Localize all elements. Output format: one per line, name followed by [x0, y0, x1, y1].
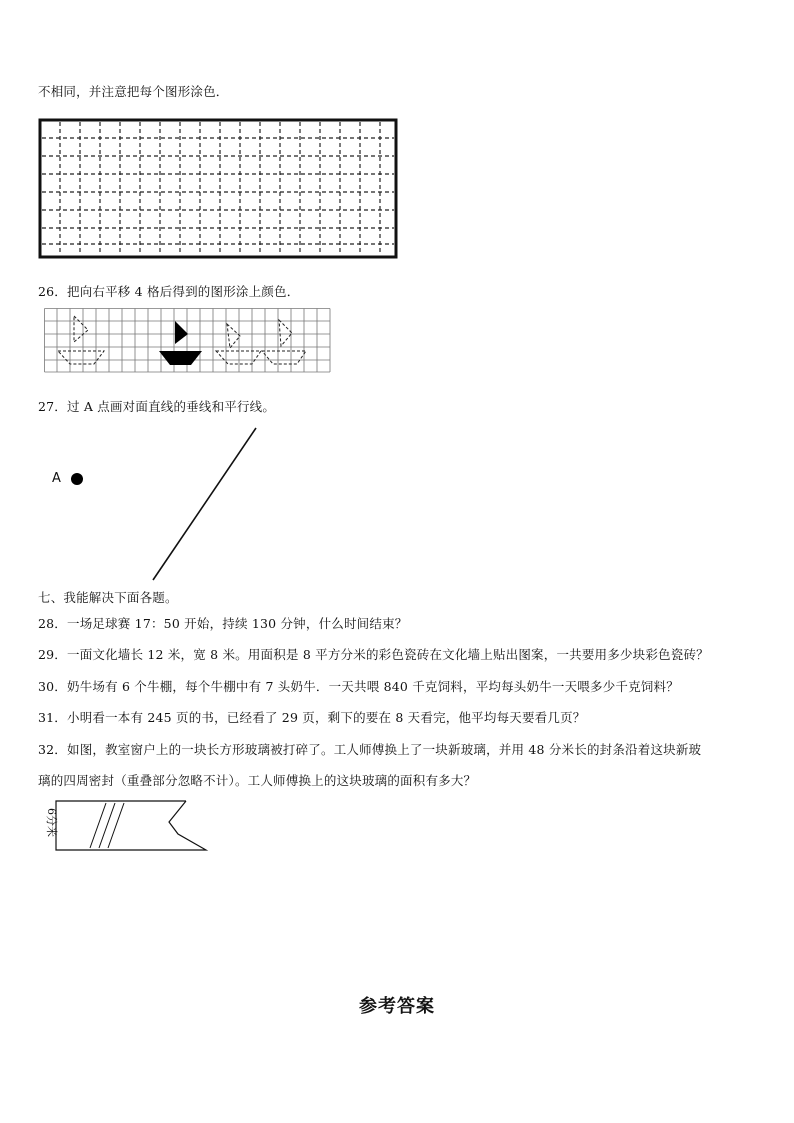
- question-30: 30．奶牛场有 6 个牛棚，每个牛棚中有 7 头奶牛．一天共喂 840 千克饲料，平均每头奶牛一天喂多少千克饲料？: [38, 679, 679, 694]
- glass-side-label: 6分米: [45, 808, 58, 837]
- dashed-boat-middle: [216, 324, 261, 364]
- solid-boat: [159, 321, 202, 365]
- answer-key-title: 参考答案: [359, 996, 435, 1017]
- point-a-dot: [71, 473, 83, 485]
- translation-grid-figure: [44, 308, 336, 376]
- question-27: 27．过 A 点画对面直线的垂线和平行线。: [38, 399, 276, 414]
- question-26: 26．把向右平移 4 格后得到的图形涂上颜色．: [38, 284, 300, 299]
- question-29: 29．一面文化墙长 12 米，宽 8 米。用面积是 8 平方分米的彩色瓷砖在文化墙上贴出图案，一共要用多少块彩色瓷砖？: [38, 647, 709, 662]
- question-28: 28．一场足球赛 17：50 开始，持续 130 分钟，什么时间结束？: [38, 616, 408, 631]
- dashed-boat-right: [262, 320, 306, 364]
- dashed-boat-left: [58, 316, 104, 364]
- intro-text: 不相同，并注意把每个图形涂色．: [38, 84, 229, 99]
- point-a-label: A: [52, 471, 61, 486]
- slanted-line: [153, 428, 256, 580]
- question-32-line-1: 32．如图，教室窗户上的一块长方形玻璃被打碎了。工人师傅换上了一块新玻璃，并用 48 分米长的封条沿着这块新玻: [38, 742, 702, 757]
- section-7-heading: 七、我能解决下面各题。: [38, 590, 178, 605]
- point-line-figure: [60, 425, 270, 585]
- question-32-line-2: 璃的四周密封（重叠部分忽略不计）。工人师傅换上的这块玻璃的面积有多大？: [38, 773, 477, 788]
- broken-glass-figure: [34, 800, 214, 856]
- question-31: 31．小明看一本有 245 页的书，已经看了 29 页，剩下的要在 8 天看完，他平均每天要看几页？: [38, 710, 586, 725]
- dashed-grid-figure: [38, 118, 400, 260]
